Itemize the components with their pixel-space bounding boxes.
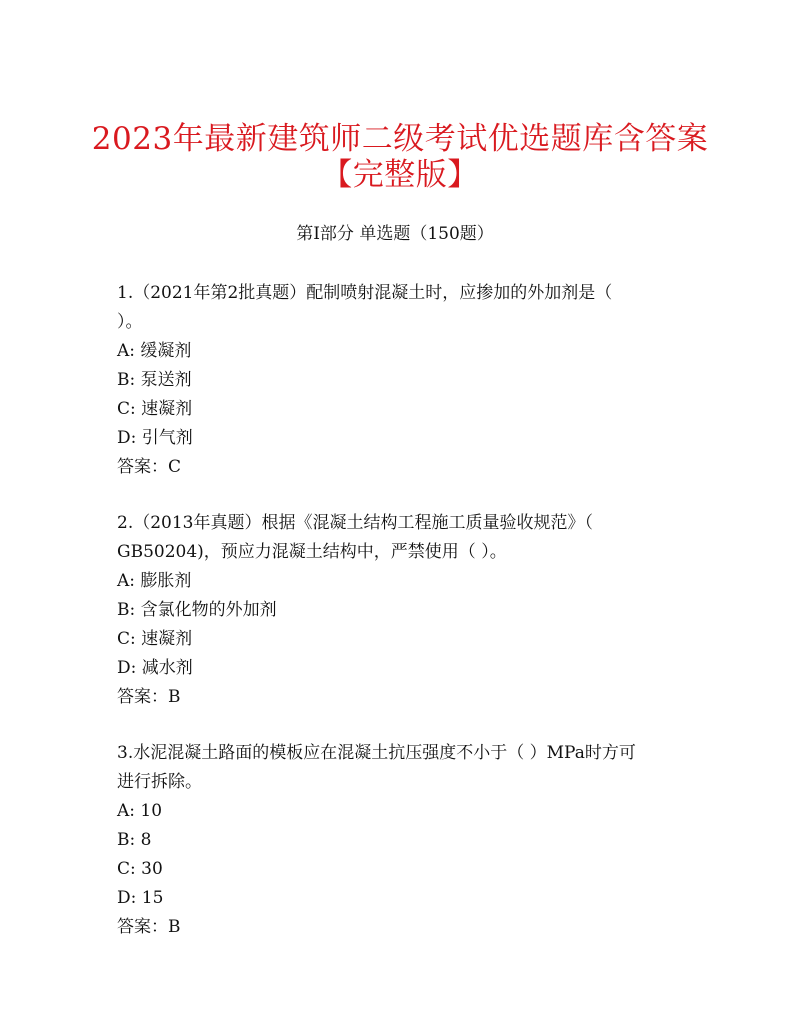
document-title-line-2: 【完整版】 (321, 157, 479, 193)
answer: 答案：C (117, 457, 182, 477)
question-stem-line: 进行拆除。 (117, 772, 202, 792)
option-a: A: 膨胀剂 (117, 571, 192, 591)
document-title-line-1: 2023年最新建筑师二级考试优选题库含答案 (91, 121, 709, 157)
option-c: C: 速凝剂 (117, 399, 193, 419)
question-stem-line: 3.水泥混凝土路面的模板应在混凝土抗压强度不小于（ ）MPa时方可 (117, 743, 636, 763)
question-stem-line: GB50204)，预应力混凝土结构中，严禁使用（ ）。 (117, 542, 507, 562)
option-b: B: 含氯化物的外加剂 (117, 600, 277, 620)
answer: 答案：B (117, 687, 181, 707)
answer: 答案：B (117, 917, 181, 937)
question-stem-line: 2.（2013年真题）根据《混凝土结构工程施工质量验收规范》（ (117, 513, 593, 533)
section-heading: 第Ⅰ部分 单选题（150题） (296, 224, 494, 244)
option-a: A: 10 (117, 801, 163, 821)
option-c: C: 速凝剂 (117, 629, 193, 649)
option-c: C: 30 (117, 859, 163, 879)
option-d: D: 15 (117, 888, 164, 908)
option-a: A: 缓凝剂 (117, 341, 192, 361)
question-stem-line: ）。 (117, 312, 143, 332)
option-d: D: 引气剂 (117, 428, 193, 448)
option-d: D: 减水剂 (117, 658, 193, 678)
question-stem-line: 1.（2021年第2批真题）配制喷射混凝土时，应掺加的外加剂是（ (117, 283, 613, 303)
option-b: B: 8 (117, 830, 152, 850)
option-b: B: 泵送剂 (117, 370, 192, 390)
